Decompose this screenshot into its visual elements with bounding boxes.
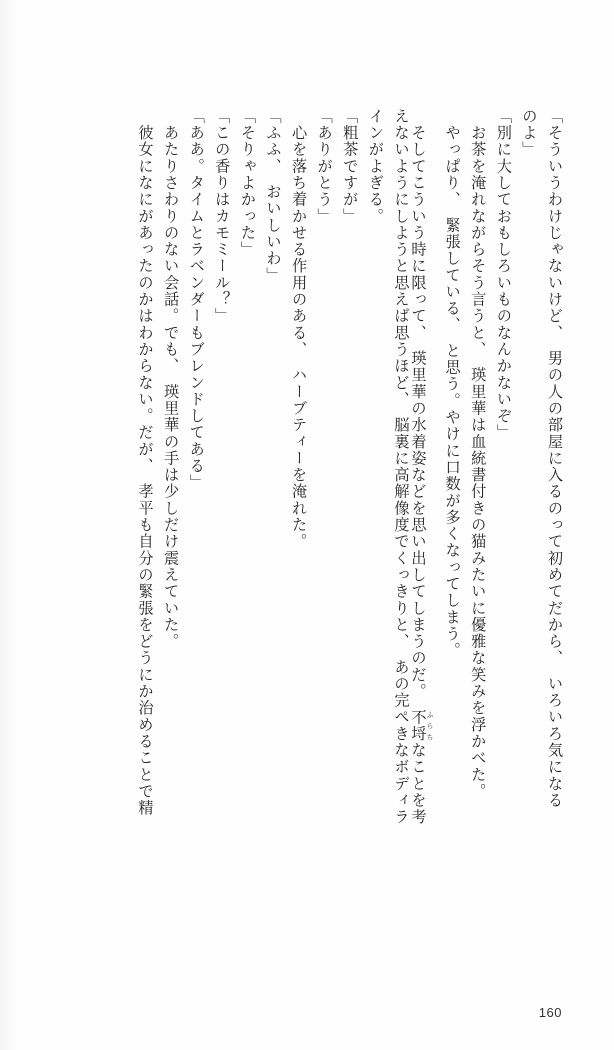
- text-line: 「粗茶ですが」: [341, 108, 359, 225]
- text-line: えないようにしようと思えば思うほど、 脳裏に高解像度でくっきりと、 あの完ぺきなボディラ: [392, 108, 410, 826]
- text-line: お茶を淹れながらそう言うと、 瑛里華は血統書付きの猫みたいに優雅な笑みを浮かべた。: [469, 108, 487, 800]
- text-line: 心を落ち着かせる作用のある、 ハーブティーを淹れた。: [290, 108, 308, 550]
- text-line: 「そりゃよかった」: [238, 108, 256, 258]
- text-line: 「ふふ、 おいしいわ」: [264, 108, 282, 284]
- text-line: のよ」: [520, 108, 538, 158]
- text-line: 彼女になにがあったのかはわからない。だが、 孝平も自分の緊張をどうにか治めることで精: [136, 108, 154, 817]
- text-line: 「別に大しておもしろいものなんかないぞ」: [494, 108, 512, 441]
- page-number: 160: [538, 1005, 562, 1020]
- text-line: 「ありがとう」: [315, 108, 333, 225]
- vertical-text-block: [52, 108, 562, 958]
- text-line: あたりさわりのない会話。でも、 瑛里華の手は少しだけ震えていた。: [162, 108, 180, 650]
- ruby-annotation: 不埒 ふらち: [409, 708, 435, 743]
- text-line: インがよぎる。: [366, 108, 384, 225]
- text-line: 「ああ。タイムとラベンダーもブレンドしてある」: [187, 108, 205, 491]
- text-line: 「この香りはカモミール？」: [213, 108, 231, 325]
- text-line: そしてこういう時に限って、 瑛里華の水着姿などを思い出してしまうのだ。 不埒 ふらちなことを考: [409, 108, 435, 826]
- text-line: やっぱり、 緊張している、 と思う。やけに口数が多くなってしまう。: [443, 108, 461, 659]
- text-line: 「そういうわけじゃないけど、 男の人の部屋に入るのって初めてだから、 いろいろ気になる: [546, 108, 563, 809]
- page-gutter-shading: [0, 0, 18, 1050]
